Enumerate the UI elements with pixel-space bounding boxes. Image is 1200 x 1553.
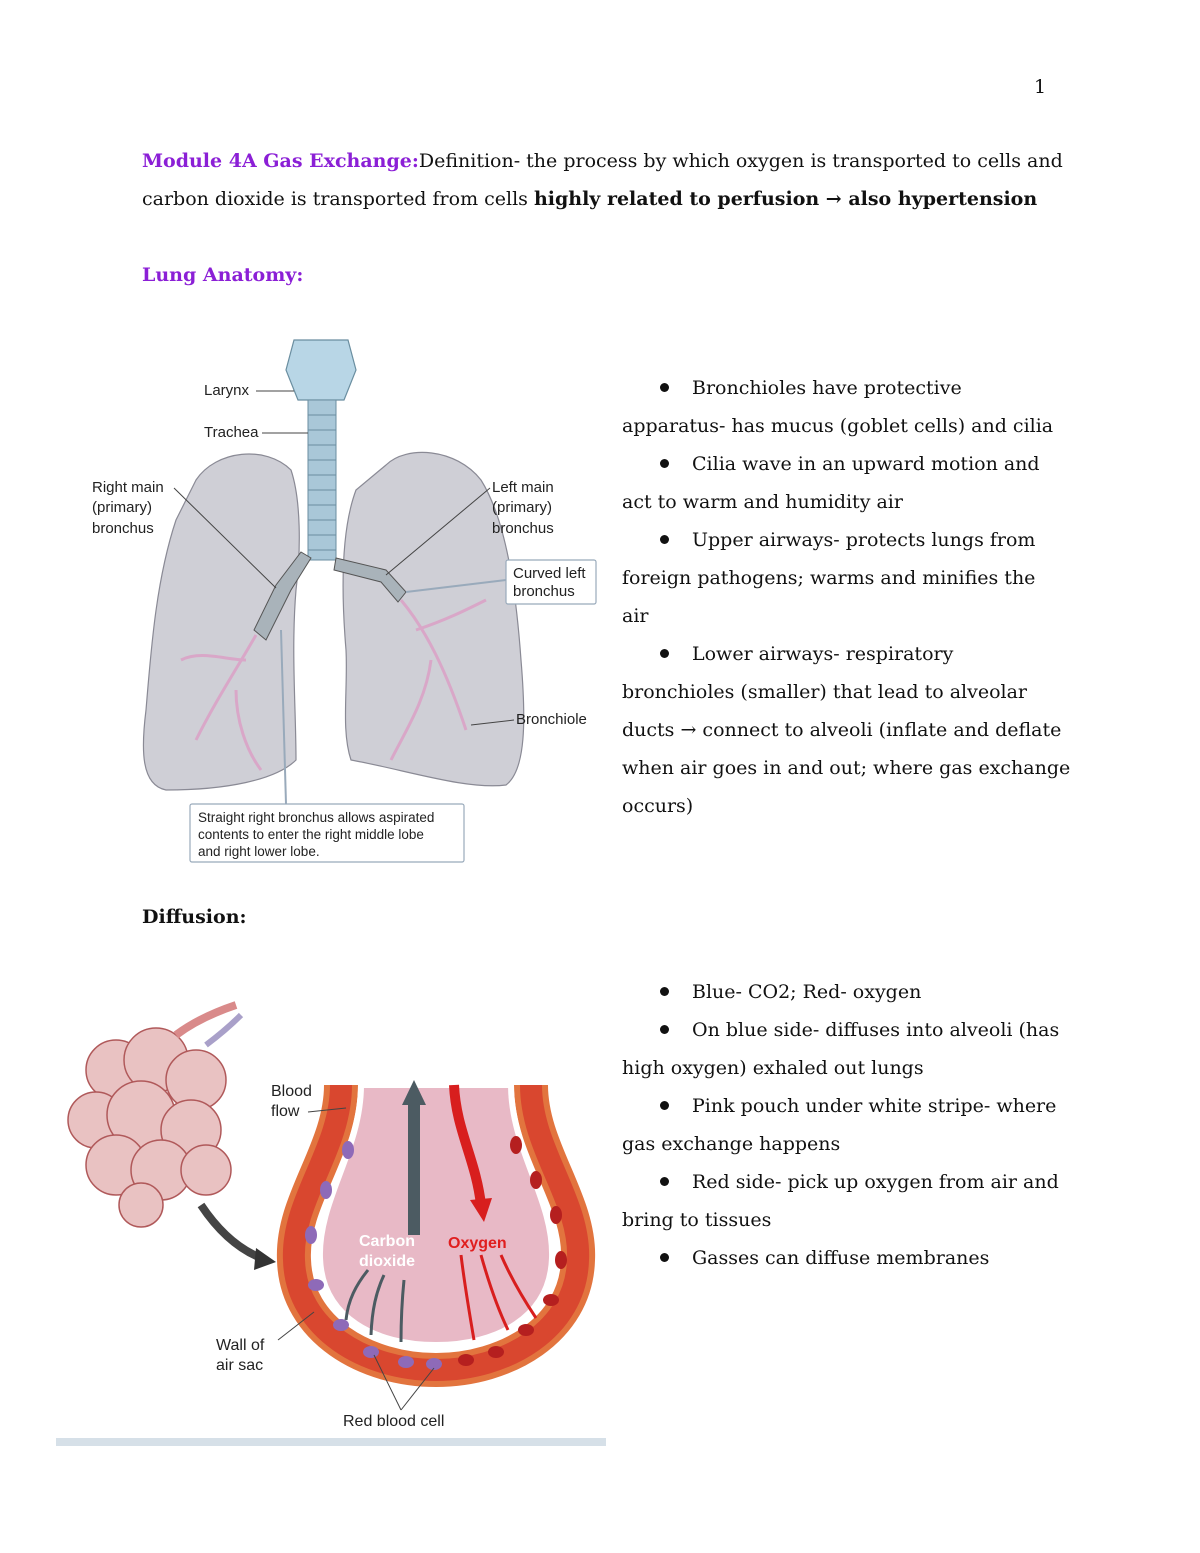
intro-line-1: [142, 142, 1072, 180]
bullet-item: [622, 1239, 1072, 1277]
definition-text-2: carbon dioxide is transported from cells: [142, 188, 534, 210]
bullet-dot-icon: [660, 1101, 669, 1110]
caption-line-3: and right lower lobe.: [198, 844, 320, 859]
page-number: 1: [1034, 76, 1047, 98]
larynx-shape: [286, 340, 356, 400]
label-right-main-1: Right main: [92, 479, 164, 496]
bullet-item: [622, 1163, 1072, 1201]
bullet-continuation: bronchioles (smaller) that lead to alveolar: [622, 681, 1028, 703]
definition-emphasis: highly related to perfusion → also hypertension: [533, 188, 1038, 210]
label-oxygen: Oxygen: [448, 1235, 507, 1252]
bullet-continuation: ducts → connect to alveoli (inflate and deflate: [622, 719, 1062, 741]
diffusion-heading: Diffusion:: [142, 906, 247, 928]
bullet-continuation: high oxygen) exhaled out lungs: [622, 1057, 924, 1079]
bullet-continuation: foreign pathogens; warms and minifies the: [622, 567, 1036, 589]
bullet-text: Cilia wave in an upward motion and: [692, 453, 1040, 475]
bullet-dot-icon: [660, 649, 669, 658]
bullet-continuation: bring to tissues: [622, 1209, 772, 1231]
intro-line-2: [142, 180, 1072, 218]
caption-line-1: Straight right bronchus allows aspirated: [198, 810, 435, 825]
trachea-shape: [308, 400, 336, 560]
label-carbon-2: dioxide: [359, 1253, 416, 1270]
bullet-item: [622, 973, 1072, 1011]
bullet-continuation: occurs): [622, 795, 694, 817]
bullet-item: [622, 369, 1072, 407]
label-trachea: Trachea: [204, 424, 259, 441]
label-left-main-2: (primary): [492, 499, 552, 516]
caption-line-2: contents to enter the right middle lobe: [198, 827, 424, 842]
air-sac-interior-shape: [320, 1085, 552, 1345]
label-larynx: Larynx: [204, 382, 250, 399]
label-blood-flow-2: flow: [271, 1103, 300, 1120]
bullet-text: On blue side- diffuses into alveoli (has: [692, 1019, 1060, 1041]
module-title: Module 4A Gas Exchange:: [142, 150, 419, 172]
label-left-main-3: bronchus: [492, 520, 554, 537]
bullet-item: [622, 1087, 1072, 1125]
bullet-continuation: when air goes in and out; where gas exchange: [622, 757, 1071, 779]
bullet-continuation: air: [622, 605, 649, 627]
bullet-dot-icon: [660, 535, 669, 544]
figure-bottom-bar: [56, 1438, 606, 1446]
diffusion-figure: [56, 1000, 606, 1448]
bullet-dot-icon: [660, 459, 669, 468]
bullet-text: Red side- pick up oxygen from air and: [692, 1171, 1059, 1193]
bullet-text: Pink pouch under white stripe- where: [692, 1095, 1057, 1117]
label-left-main-1: Left main: [492, 479, 554, 496]
bullet-item: [622, 521, 1072, 559]
intro-paragraph: [142, 142, 1072, 218]
bullet-dot-icon: [660, 1253, 669, 1262]
definition-text-1: Definition- the process by which oxygen is transported to cells and: [418, 150, 1063, 172]
label-right-main-2: (primary): [92, 499, 152, 516]
bullet-item: [622, 1011, 1072, 1049]
label-carbon-1: Carbon: [359, 1233, 415, 1250]
bullet-dot-icon: [660, 1177, 669, 1186]
lung-anatomy-figure: [86, 330, 606, 870]
bullet-continuation: apparatus- has mucus (goblet cells) and cilia: [622, 415, 1054, 437]
label-bronchiole: Bronchiole: [516, 711, 587, 728]
label-wall-2: air sac: [216, 1357, 264, 1374]
lung-anatomy-bullets: [622, 369, 1072, 825]
diffusion-bullets: [622, 973, 1072, 1277]
bullet-dot-icon: [660, 1025, 669, 1034]
label-curved-left-2: bronchus: [513, 583, 575, 600]
label-blood-flow-1: Blood: [271, 1083, 312, 1100]
bullet-text: Blue- CO2; Red- oxygen: [692, 981, 922, 1003]
bullet-text: Lower airways- respiratory: [692, 643, 954, 665]
bullet-continuation: gas exchange happens: [622, 1133, 841, 1155]
label-right-main-3: bronchus: [92, 520, 154, 537]
bullet-item: [622, 635, 1072, 673]
lung-anatomy-heading: Lung Anatomy:: [142, 264, 304, 286]
bullet-dot-icon: [660, 987, 669, 996]
label-curved-left-1: Curved left: [513, 565, 586, 582]
bullet-text: Gasses can diffuse membranes: [692, 1247, 990, 1269]
label-red-blood-cell: Red blood cell: [343, 1413, 445, 1430]
bullet-item: [622, 445, 1072, 483]
bullet-dot-icon: [660, 383, 669, 392]
bullet-text: Bronchioles have protective: [692, 377, 962, 399]
bullet-text: Upper airways- protects lungs from: [692, 529, 1036, 551]
alveoli-cluster-shape: [68, 1028, 231, 1227]
bullet-continuation: act to warm and humidity air: [622, 491, 903, 513]
label-wall-1: Wall of: [216, 1337, 265, 1354]
right-lung-shape: [143, 454, 299, 790]
